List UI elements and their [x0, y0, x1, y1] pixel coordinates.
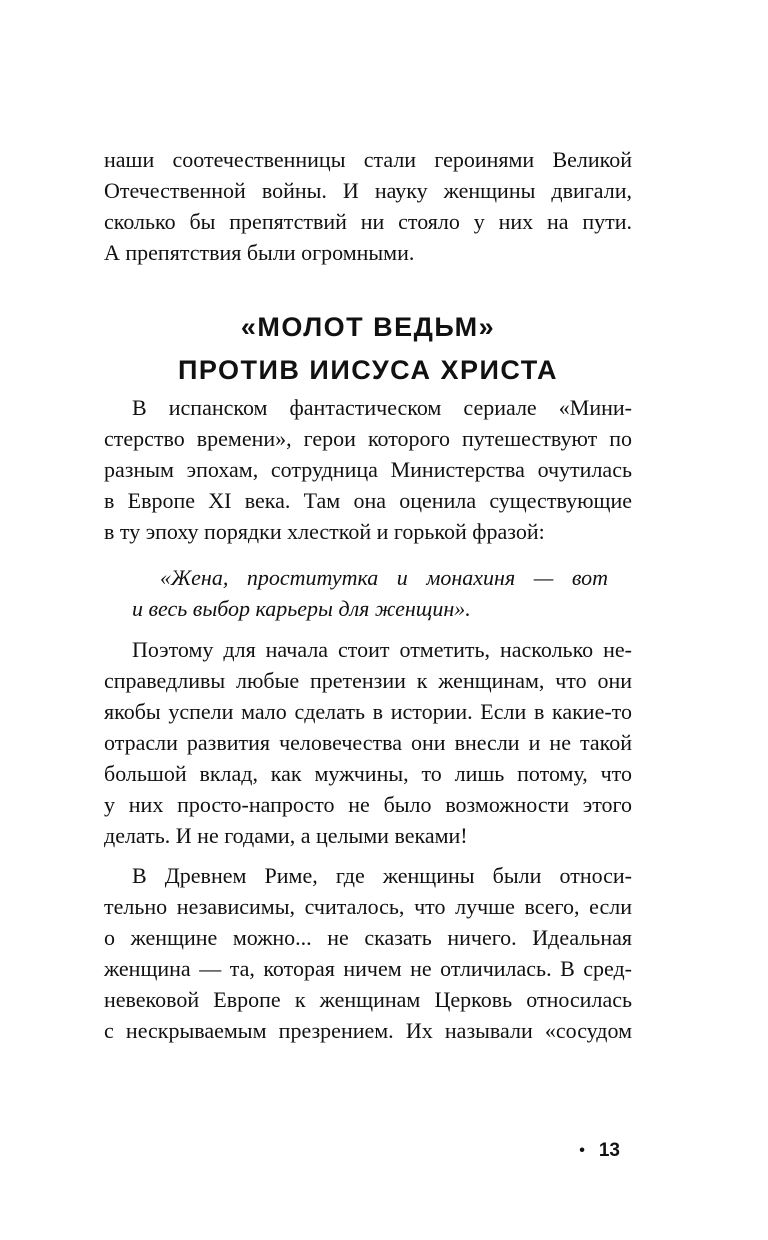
text-line: разным эпохам, сотрудница Министерства очутилась [104, 457, 632, 482]
text-line: отрасли развития человечества они внесли и не такой [104, 730, 632, 755]
block-quote [132, 562, 608, 624]
text-line: делать. И не годами, а целыми веками! [104, 823, 468, 848]
page-number: 13 [598, 1140, 620, 1161]
quote-line: и весь выбор карьеры для женщин». [132, 596, 471, 621]
text-line: В Древнем Риме, где женщины были относи- [132, 863, 632, 888]
section-heading [104, 306, 632, 392]
text-line: стерство времени», герои которого путешествуют по [104, 426, 632, 451]
text-line: в Европе XI века. Там она оценила существующие [104, 488, 632, 513]
text-line: Поэтому для начала стоит отметить, насколько не- [132, 637, 632, 662]
text-line: о женщине можно... не сказать ничего. Идеальная [104, 925, 632, 950]
text-line: Отечественной войны. И науку женщины двигали, [104, 178, 632, 203]
heading-line-2: ПРОТИВ ИИСУСА ХРИСТА [177, 355, 559, 385]
paragraph-tv-series [104, 392, 632, 547]
bullet-icon: • [579, 1142, 585, 1159]
paragraph-claims [104, 634, 632, 851]
text-line: у них просто-напросто не было возможности этого [104, 792, 632, 817]
page-footer [579, 1140, 620, 1162]
text-line: в ту эпоху порядки хлесткой и горькой фразой: [104, 519, 545, 544]
text-line: с нескрываемым презрением. Их называли «сосудом [104, 1018, 632, 1043]
text-line: невековой Европе к женщинам Церковь относилась [104, 987, 632, 1012]
paragraph-ancient-rome [104, 860, 632, 1046]
text-line: В испанском фантастическом сериале «Мини- [132, 395, 632, 420]
text-line: якобы успели мало сделать в истории. Если в какие-то [104, 699, 632, 724]
quote-line: «Жена, проститутка и монахиня — вот [160, 565, 608, 590]
intro-paragraph [104, 144, 632, 268]
text-line: тельно независимы, считалось, что лучше всего, если [104, 894, 632, 919]
text-line: наши соотечественницы стали героинями Великой [104, 147, 632, 172]
text-line: сколько бы препятствий ни стояло у них на пути. [104, 209, 632, 234]
text-line: женщина — та, которая ничем не отличилась. В сред- [104, 956, 632, 981]
text-line: большой вклад, как мужчины, то лишь потому, что [104, 761, 632, 786]
text-line: А препятствия были огромными. [104, 240, 415, 265]
text-line: справедливы любые претензии к женщинам, что они [104, 668, 632, 693]
heading-line-1: «МОЛОТ ВЕДЬМ» [240, 312, 496, 342]
